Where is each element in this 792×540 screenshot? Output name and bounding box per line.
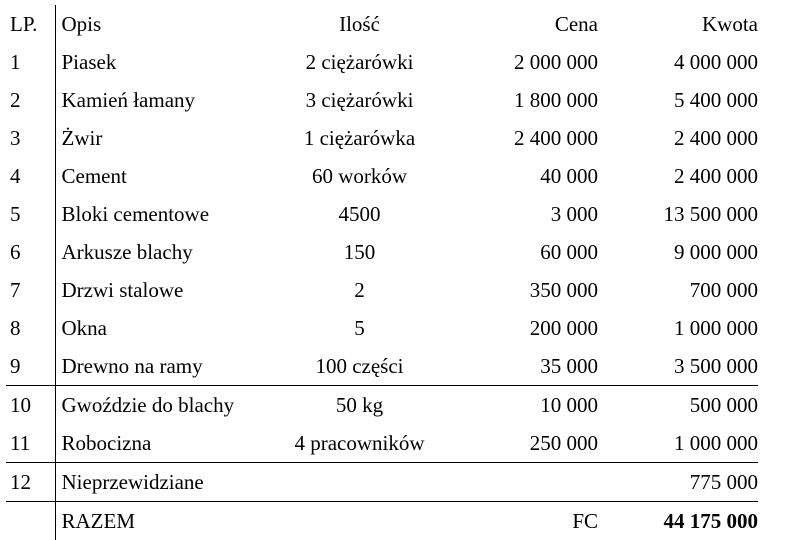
- cell-opis: Żwir: [55, 119, 276, 157]
- total-amount: 44 175 000: [600, 502, 758, 540]
- cell-kwota: 500 000: [600, 386, 758, 425]
- cell-kwota: 9 000 000: [600, 233, 758, 271]
- cell-cena: 2 000 000: [443, 43, 600, 81]
- cell-kwota: 700 000: [600, 271, 758, 309]
- cell-lp: 4: [6, 157, 55, 195]
- cell-ilosc: 100 części: [276, 347, 443, 386]
- cell-opis: Gwoździe do blachy: [55, 386, 276, 425]
- table-row: [6, 233, 758, 271]
- cell-kwota: 5 400 000: [600, 81, 758, 119]
- table-row: [6, 157, 758, 195]
- cell-opis: Robocizna: [55, 424, 276, 463]
- cell-cena: 200 000: [443, 309, 600, 347]
- cell-opis: Cement: [55, 157, 276, 195]
- cell-ilosc: 2: [276, 271, 443, 309]
- header-ilosc: Ilość: [276, 5, 443, 43]
- table-row: [6, 347, 758, 386]
- cell-opis: Arkusze blachy: [55, 233, 276, 271]
- cell-opis: Okna: [55, 309, 276, 347]
- table-row: [6, 43, 758, 81]
- table-row: [6, 271, 758, 309]
- cell-cena: 2 400 000: [443, 119, 600, 157]
- cell-opis: Kamień łamany: [55, 81, 276, 119]
- header-opis: Opis: [55, 5, 276, 43]
- header-row: [6, 5, 758, 43]
- header-kwota: Kwota: [600, 5, 758, 43]
- table-row: [6, 81, 758, 119]
- cell-cena: 40 000: [443, 157, 600, 195]
- header-lp: LP.: [6, 5, 55, 43]
- cell-ilosc: 4 pracowników: [276, 424, 443, 463]
- table-row: [6, 119, 758, 157]
- cell-cena: 60 000: [443, 233, 600, 271]
- total-label: RAZEM: [55, 502, 276, 540]
- cell-cena: 10 000: [443, 386, 600, 425]
- cell-kwota: 1 000 000: [600, 309, 758, 347]
- cell-ilosc: 60 worków: [276, 157, 443, 195]
- cell-ilosc: 2 ciężarówki: [276, 43, 443, 81]
- total-row: [6, 502, 758, 540]
- cell-cena: 250 000: [443, 424, 600, 463]
- total-cena: FC: [443, 502, 600, 540]
- cell-kwota: 4 000 000: [600, 43, 758, 81]
- cell-lp: 9: [6, 347, 55, 386]
- cell-kwota: 13 500 000: [600, 195, 758, 233]
- cell-lp: 6: [6, 233, 55, 271]
- cell-lp: 2: [6, 81, 55, 119]
- table-row: [6, 424, 758, 463]
- cell-lp: 7: [6, 271, 55, 309]
- cell-opis: Piasek: [55, 43, 276, 81]
- cell-ilosc: 5: [276, 309, 443, 347]
- cell-cena: 3 000: [443, 195, 600, 233]
- cell-kwota: 2 400 000: [600, 119, 758, 157]
- cell-lp: 8: [6, 309, 55, 347]
- cell-opis: Nieprzewidziane: [55, 463, 276, 502]
- cell-lp: 3: [6, 119, 55, 157]
- cell-kwota: 1 000 000: [600, 424, 758, 463]
- header-cena: Cena: [443, 5, 600, 43]
- cell-cena: 1 800 000: [443, 81, 600, 119]
- cell-kwota: 2 400 000: [600, 157, 758, 195]
- cell-cena: [443, 463, 600, 502]
- cell-ilosc: 150: [276, 233, 443, 271]
- cell-ilosc: 1 ciężarówka: [276, 119, 443, 157]
- cell-lp: 12: [6, 463, 55, 502]
- cell-ilosc: 3 ciężarówki: [276, 81, 443, 119]
- table-row: [6, 309, 758, 347]
- cell-ilosc: 50 kg: [276, 386, 443, 425]
- cell-lp: 11: [6, 424, 55, 463]
- cell-opis: Drzwi stalowe: [55, 271, 276, 309]
- cell-kwota: 775 000: [600, 463, 758, 502]
- cell-opis: Bloki cementowe: [55, 195, 276, 233]
- cell-cena: 350 000: [443, 271, 600, 309]
- cell-lp: 5: [6, 195, 55, 233]
- cell-opis: Drewno na ramy: [55, 347, 276, 386]
- cost-table: [6, 5, 758, 540]
- total-ilosc: [276, 502, 443, 540]
- table-row: [6, 463, 758, 502]
- cell-kwota: 3 500 000: [600, 347, 758, 386]
- cell-ilosc: 4500: [276, 195, 443, 233]
- cell-cena: 35 000: [443, 347, 600, 386]
- table-row: [6, 195, 758, 233]
- cell-ilosc: [276, 463, 443, 502]
- cell-lp: 10: [6, 386, 55, 425]
- total-lp: [6, 502, 55, 540]
- cell-lp: 1: [6, 43, 55, 81]
- table-row: [6, 386, 758, 425]
